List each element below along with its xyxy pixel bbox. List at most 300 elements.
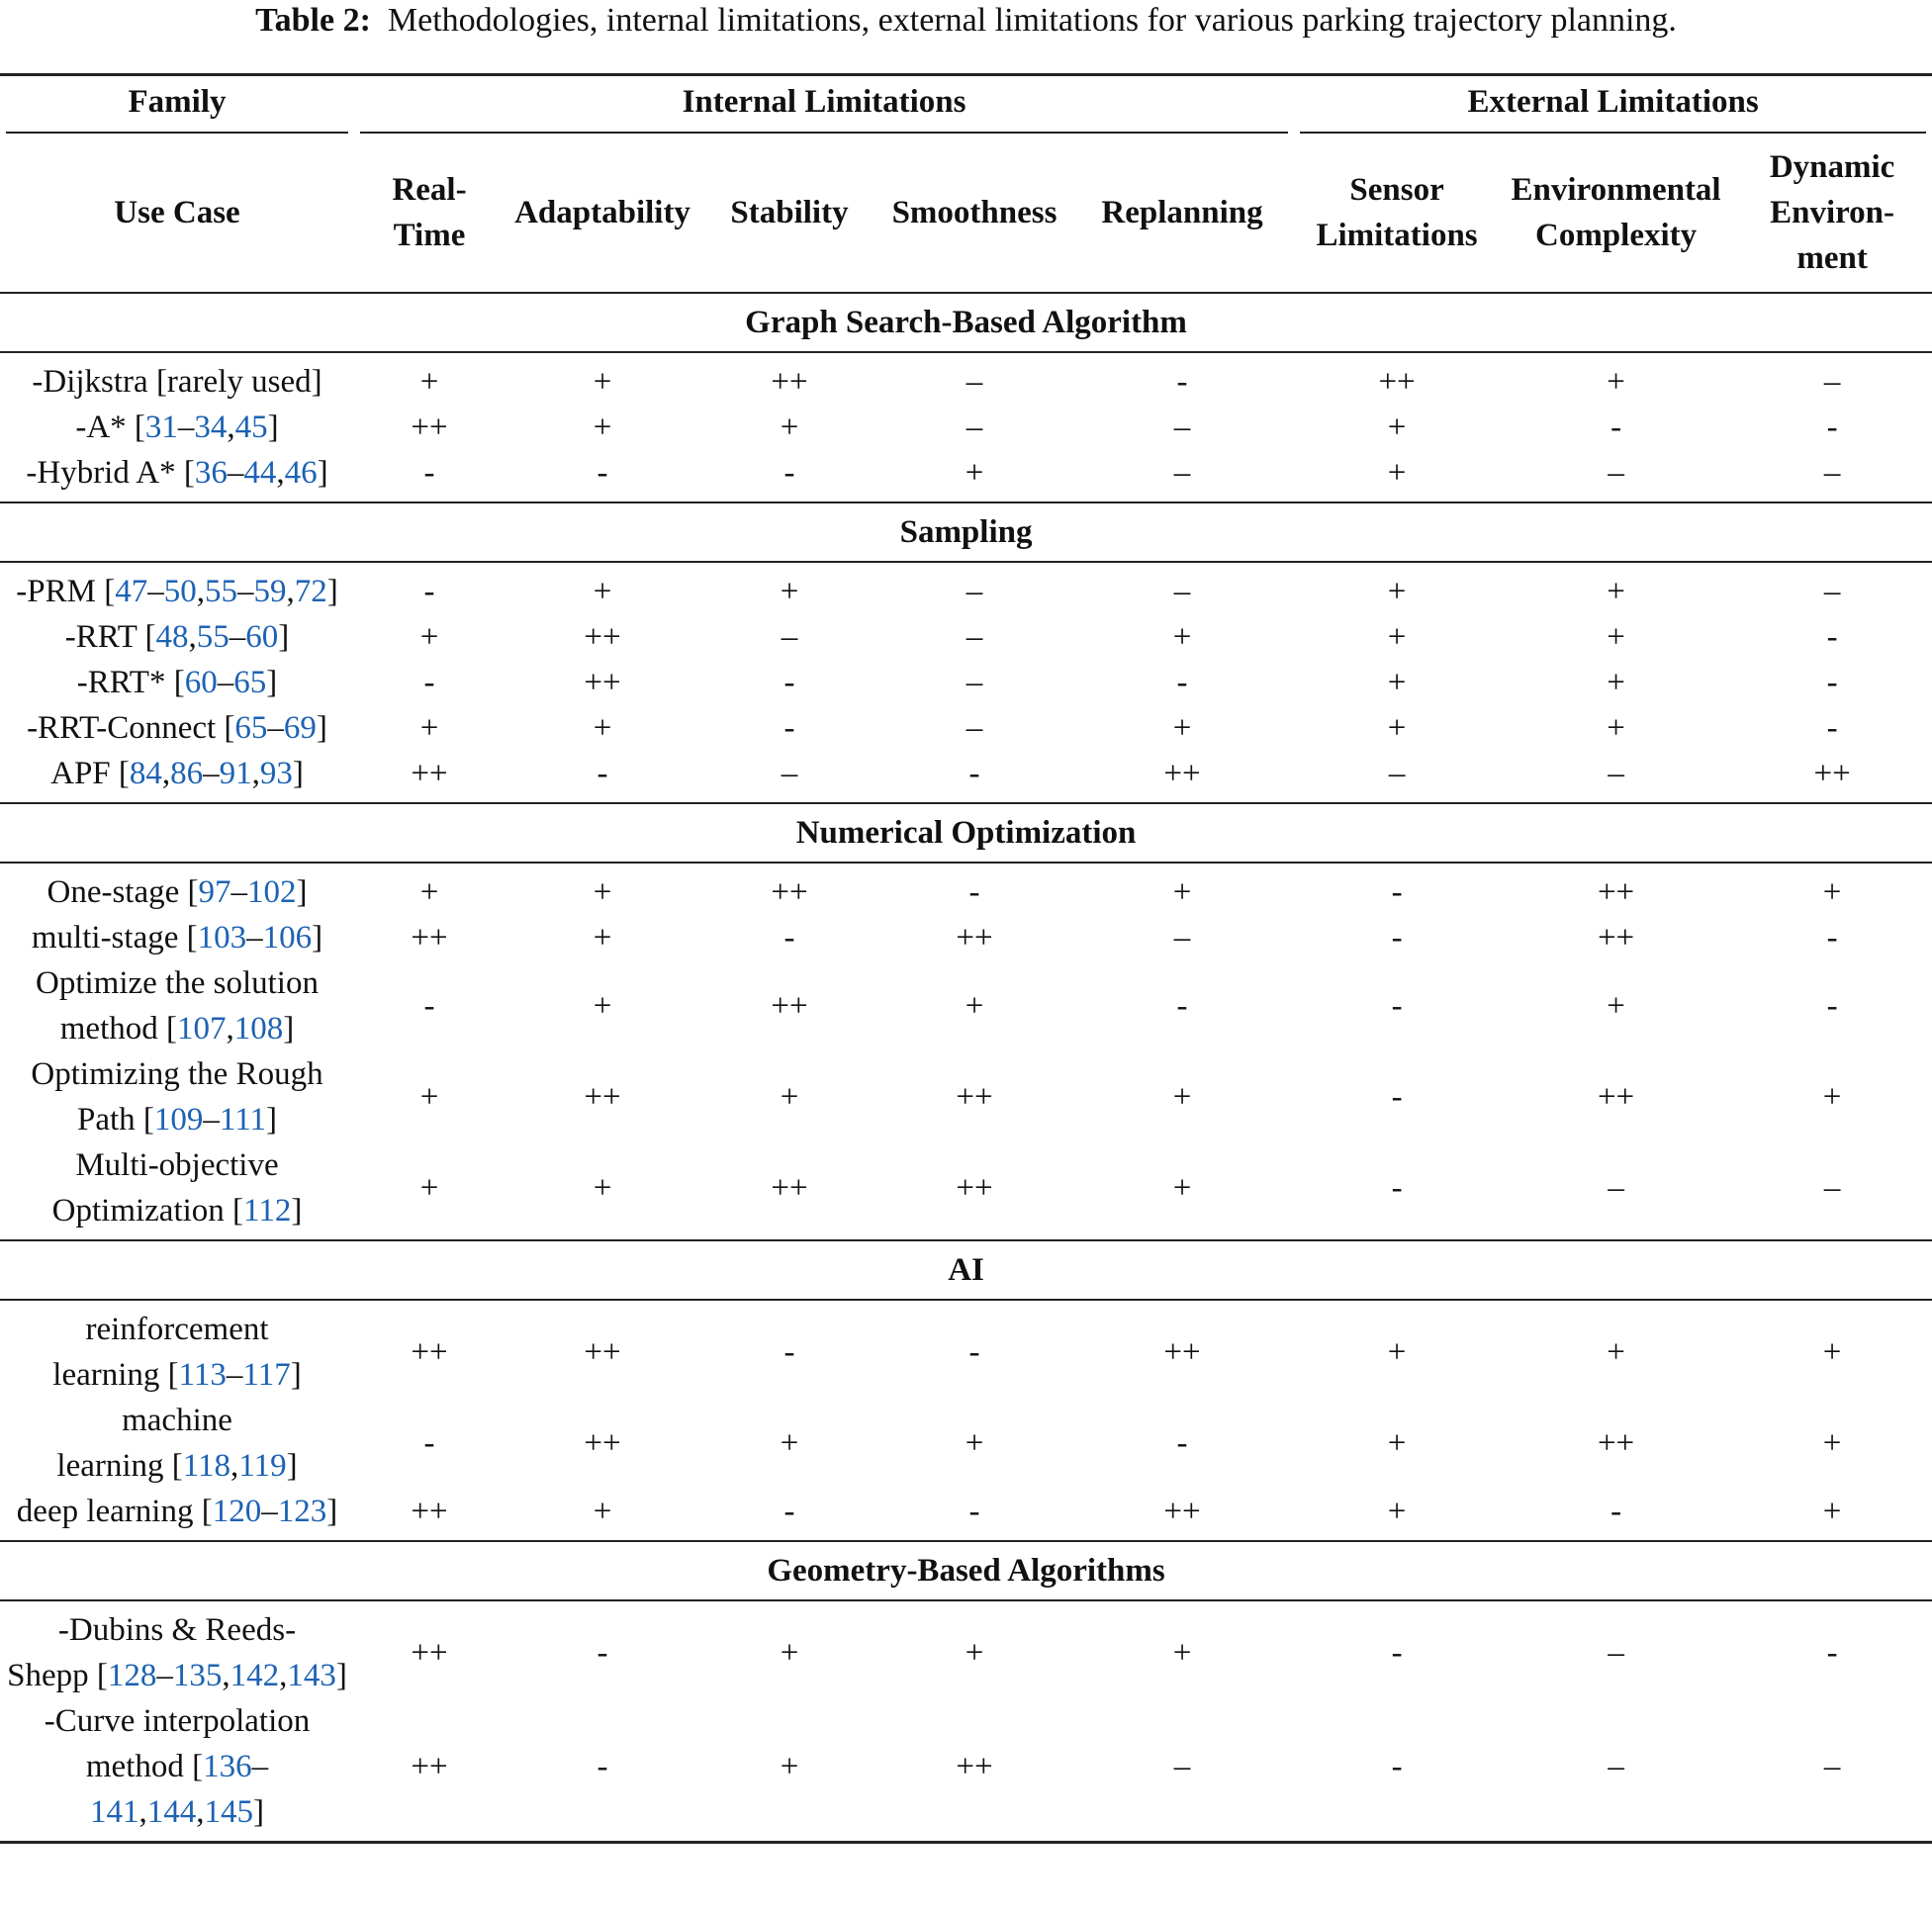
cell-adaptability: +: [593, 988, 612, 1024]
section-spacer: [0, 1233, 1932, 1240]
cell-real-time: -: [423, 1425, 435, 1461]
header-dynamic-environment-line: Dynamic: [1769, 149, 1895, 185]
use-case-text: ,: [196, 574, 205, 609]
cell-environmental-complexity: –: [1608, 455, 1624, 491]
cell-sensor-limitations: -: [1391, 1170, 1403, 1206]
header-environmental-complexity-line: Environmental: [1511, 172, 1721, 208]
cell-adaptability: ++: [584, 1425, 621, 1461]
citation-ref: 97: [198, 874, 231, 910]
cell-environmental-complexity: +: [1607, 665, 1625, 700]
use-case-cell: [0, 660, 354, 705]
use-case-text: –: [227, 455, 244, 491]
header-real-time-line: Time: [393, 218, 466, 253]
family-row: [0, 1240, 1932, 1300]
cell-replanning: +: [1172, 1170, 1192, 1206]
cell-smoothness: –: [966, 574, 983, 609]
header-smoothness: [878, 134, 1070, 293]
header-dynamic-environment: [1732, 134, 1932, 293]
cell-replanning: –: [1173, 410, 1191, 445]
use-case-text: -RRT [: [64, 619, 156, 655]
citation-ref: 128: [107, 1658, 157, 1693]
cell-smoothness: ++: [956, 1079, 993, 1115]
citation-ref: 103: [197, 920, 247, 956]
family-label: Graph Search-Based Algorithm: [745, 304, 1187, 340]
use-case-text: APF [: [50, 756, 130, 791]
cell-real-time: +: [419, 710, 439, 746]
use-case-text: method [: [59, 1011, 177, 1047]
cell-sensor-limitations: –: [1388, 756, 1406, 791]
header-dynamic-environment-line: Environ-: [1770, 195, 1895, 230]
cell-real-time: ++: [411, 1334, 448, 1370]
citation-ref: 135: [172, 1658, 223, 1693]
use-case-text: method [: [85, 1749, 204, 1784]
caption-text: Methodologies, internal limitations, external limitations for various parking trajectory planning.: [387, 2, 1677, 39]
use-case-cell: [0, 1398, 354, 1489]
cell-environmental-complexity: +: [1607, 619, 1625, 655]
cell-replanning: ++: [1163, 1494, 1201, 1529]
header-smoothness-line: Smoothness: [891, 195, 1058, 230]
citation-ref: 120: [212, 1494, 262, 1529]
cell-sensor-limitations: +: [1387, 710, 1407, 746]
citation-ref: 60: [245, 619, 279, 655]
citation-ref: 44: [243, 455, 277, 491]
cell-environmental-complexity: +: [1607, 364, 1625, 400]
use-case-text: -PRM [: [16, 574, 116, 609]
use-case-text: Shepp [: [7, 1658, 108, 1693]
cell-dynamic-environment: –: [1823, 1749, 1841, 1784]
cell-real-time: ++: [411, 1494, 448, 1529]
citation-ref: 136: [203, 1749, 252, 1784]
cell-dynamic-environment: -: [1826, 710, 1838, 746]
use-case-text: learning [: [52, 1357, 179, 1393]
citation-ref: 141: [90, 1794, 139, 1830]
cell-replanning: -: [1176, 1425, 1188, 1461]
cell-stability: +: [780, 1635, 799, 1671]
section-spacer: [0, 1534, 1932, 1541]
cell-smoothness: ++: [956, 1749, 993, 1784]
use-case-text: ,: [279, 1658, 288, 1693]
table-row: [0, 705, 1932, 751]
citation-ref: 50: [163, 574, 197, 609]
cell-real-time: +: [419, 364, 439, 400]
cell-adaptability: -: [597, 455, 608, 491]
cell-sensor-limitations: -: [1391, 1635, 1403, 1671]
cell-real-time: -: [423, 574, 435, 609]
table-row: [0, 1051, 1932, 1142]
use-case-text: –: [147, 574, 164, 609]
cell-stability: -: [783, 1494, 795, 1529]
cell-dynamic-environment: ++: [1813, 756, 1851, 791]
use-case-text: -A* [: [75, 410, 145, 445]
cell-adaptability: -: [597, 756, 608, 791]
family-row: [0, 803, 1932, 863]
use-case-text: –: [230, 874, 247, 910]
header-environmental-complexity: [1500, 134, 1732, 293]
table-caption: [0, 0, 1932, 46]
citation-ref: 107: [176, 1011, 227, 1047]
table-row: [0, 450, 1932, 496]
cell-environmental-complexity: –: [1608, 1635, 1624, 1671]
header-adaptability: [505, 134, 700, 293]
family-label: AI: [948, 1251, 984, 1288]
cell-environmental-complexity: ++: [1597, 920, 1635, 956]
header-sensor-limitations-line: Limitations: [1316, 218, 1478, 253]
cell-real-time: +: [419, 1079, 439, 1115]
cell-real-time: -: [423, 665, 435, 700]
citation-ref: 31: [144, 410, 178, 445]
header-external-limitations: External Limitations: [1294, 75, 1932, 135]
use-case-text: ,: [251, 756, 260, 791]
use-case-text: ,: [286, 574, 295, 609]
cell-adaptability: +: [593, 1494, 612, 1529]
citation-ref: 117: [242, 1357, 291, 1393]
section-spacer: [0, 562, 1932, 569]
use-case-cell: [0, 705, 354, 751]
use-case-text: Optimizing the Rough: [31, 1056, 323, 1092]
cell-dynamic-environment: -: [1826, 920, 1838, 956]
cell-replanning: +: [1172, 619, 1192, 655]
cell-dynamic-environment: –: [1823, 455, 1841, 491]
use-case-text: ,: [188, 619, 197, 655]
cell-stability: -: [783, 665, 795, 700]
use-case-text: –: [177, 410, 195, 445]
citation-ref: 143: [287, 1658, 336, 1693]
header-adaptability-line: Adaptability: [514, 195, 690, 230]
table-row: [0, 1698, 1932, 1835]
citation-ref: 72: [294, 574, 327, 609]
citation-ref: 93: [259, 756, 293, 791]
use-case-text: ]: [253, 1794, 264, 1830]
cell-replanning: +: [1172, 874, 1192, 910]
citation-ref: 144: [146, 1794, 197, 1830]
cell-dynamic-environment: +: [1822, 874, 1842, 910]
cell-sensor-limitations: -: [1391, 988, 1403, 1024]
citation-ref: 118: [182, 1448, 231, 1484]
use-case-text: ,: [276, 455, 285, 491]
header-internal-limitations: Internal Limitations: [354, 75, 1294, 135]
use-case-text: ]: [265, 1102, 277, 1138]
citation-ref: 65: [234, 710, 268, 746]
use-case-text: ]: [316, 710, 327, 746]
cell-smoothness: -: [968, 1494, 980, 1529]
use-case-text: reinforcement: [85, 1312, 269, 1347]
use-case-text: ]: [312, 920, 323, 956]
cell-environmental-complexity: -: [1610, 410, 1622, 445]
cell-smoothness: –: [966, 410, 983, 445]
section-spacer: [0, 863, 1932, 869]
header-group-row: [0, 75, 1932, 135]
use-case-cell: [0, 614, 354, 660]
use-case-text: –: [267, 710, 284, 746]
citation-ref: 45: [234, 410, 268, 445]
cell-environmental-complexity: +: [1607, 988, 1625, 1024]
cell-sensor-limitations: -: [1391, 1079, 1403, 1115]
use-case-text: -Dubins & Reeds-: [57, 1612, 297, 1648]
citation-ref: 123: [277, 1494, 327, 1529]
cell-environmental-complexity: +: [1607, 574, 1625, 609]
cell-dynamic-environment: +: [1822, 1079, 1842, 1115]
cell-adaptability: -: [597, 1749, 608, 1784]
table-row: [0, 405, 1932, 450]
table-row: [0, 1398, 1932, 1489]
use-case-text: deep learning [: [16, 1494, 213, 1529]
use-case-text: –: [203, 1102, 220, 1138]
use-case-text: ]: [326, 1494, 338, 1529]
cell-stability: ++: [771, 1170, 808, 1206]
cell-dynamic-environment: -: [1826, 410, 1838, 445]
use-case-text: ]: [283, 1011, 295, 1047]
use-case-text: -Curve interpolation: [44, 1703, 311, 1739]
header-environmental-complexity-line: Complexity: [1534, 218, 1698, 253]
header-family: Family: [0, 75, 354, 135]
citation-ref: 48: [155, 619, 189, 655]
table-row: [0, 751, 1932, 796]
use-case-text: –: [203, 756, 220, 791]
cell-smoothness: -: [968, 874, 980, 910]
use-case-text: machine: [122, 1403, 232, 1438]
use-case-cell: [0, 1698, 354, 1835]
section-spacer: [0, 796, 1932, 803]
cell-sensor-limitations: +: [1387, 1334, 1407, 1370]
use-case-text: ]: [267, 410, 279, 445]
cell-adaptability: ++: [584, 665, 621, 700]
citation-ref: 109: [153, 1102, 204, 1138]
cell-real-time: +: [419, 1170, 439, 1206]
use-case-text: ,: [138, 1794, 147, 1830]
section-spacer: [0, 496, 1932, 502]
family-row: [0, 502, 1932, 562]
cell-adaptability: +: [593, 1170, 612, 1206]
citation-ref: 108: [233, 1011, 284, 1047]
use-case-text: ]: [286, 1448, 298, 1484]
use-case-cell: [0, 1051, 354, 1142]
use-case-text: -RRT-Connect [: [27, 710, 235, 746]
cell-adaptability: -: [597, 1635, 608, 1671]
section-spacer: [0, 352, 1932, 359]
cell-replanning: ++: [1163, 1334, 1201, 1370]
section-spacer: [0, 1300, 1932, 1307]
use-case-text: ]: [290, 1357, 302, 1393]
cell-environmental-complexity: –: [1608, 756, 1624, 791]
cell-sensor-limitations: +: [1387, 1494, 1407, 1529]
cell-adaptability: +: [593, 710, 612, 746]
cell-stability: –: [781, 619, 798, 655]
cell-real-time: -: [423, 988, 435, 1024]
use-case-text: ,: [227, 410, 235, 445]
use-case-text: –: [251, 1749, 269, 1784]
use-case-text: ]: [292, 756, 304, 791]
cell-smoothness: -: [968, 756, 980, 791]
cell-real-time: +: [419, 874, 439, 910]
cell-real-time: ++: [411, 410, 448, 445]
use-case-cell: [0, 869, 354, 915]
cell-smoothness: –: [966, 619, 983, 655]
use-case-text: –: [246, 920, 263, 956]
cell-smoothness: +: [965, 1635, 984, 1671]
cell-adaptability: +: [593, 410, 612, 445]
table-row: [0, 1489, 1932, 1534]
cell-adaptability: +: [593, 574, 612, 609]
cell-smoothness: ++: [956, 920, 993, 956]
header-replanning-line: Replanning: [1101, 195, 1263, 230]
use-case-text: Optimization [: [51, 1193, 244, 1229]
table-row: [0, 569, 1932, 614]
cell-smoothness: +: [965, 988, 984, 1024]
citation-ref: 34: [194, 410, 228, 445]
cell-stability: +: [780, 1079, 799, 1115]
header-column-row: [0, 134, 1932, 293]
use-case-text: multi-stage [: [31, 920, 198, 956]
use-case-text: ]: [291, 1193, 303, 1229]
cell-smoothness: –: [966, 665, 983, 700]
table-row: [0, 960, 1932, 1051]
table-row: [0, 614, 1932, 660]
cell-sensor-limitations: +: [1387, 1425, 1407, 1461]
cell-stability: -: [783, 710, 795, 746]
use-case-cell: [0, 1307, 354, 1398]
cell-smoothness: +: [965, 1425, 984, 1461]
family-label: Geometry-Based Algorithms: [767, 1552, 1165, 1589]
citation-ref: 84: [129, 756, 162, 791]
header-use-case: Use Case: [114, 195, 240, 230]
use-case-text: ]: [296, 874, 308, 910]
cell-replanning: -: [1176, 665, 1188, 700]
table-body: [0, 293, 1932, 1843]
cell-stability: ++: [771, 364, 808, 400]
use-case-text: ,: [230, 1448, 239, 1484]
use-case-text: -RRT* [: [76, 665, 185, 700]
cell-sensor-limitations: ++: [1378, 364, 1416, 400]
use-case-cell: [0, 915, 354, 960]
header-sensor-limitations: [1294, 134, 1500, 293]
cell-replanning: –: [1173, 920, 1191, 956]
cell-smoothness: +: [965, 455, 984, 491]
citation-ref: 106: [262, 920, 313, 956]
header-stability-line: Stability: [730, 195, 849, 230]
limitations-table: [0, 73, 1932, 1844]
use-case-text: ,: [222, 1658, 230, 1693]
cell-adaptability: ++: [584, 619, 621, 655]
cell-environmental-complexity: -: [1610, 1494, 1622, 1529]
cell-stability: +: [780, 1749, 799, 1784]
cell-environmental-complexity: ++: [1597, 1079, 1635, 1115]
use-case-cell: [0, 450, 354, 496]
cell-replanning: +: [1172, 1079, 1192, 1115]
citation-ref: 113: [178, 1357, 227, 1393]
citation-ref: 59: [253, 574, 287, 609]
use-case-cell: [0, 1607, 354, 1698]
citation-ref: 119: [238, 1448, 287, 1484]
header-replanning: [1070, 134, 1294, 293]
citation-ref: 65: [233, 665, 267, 700]
family-row: [0, 293, 1932, 352]
citation-ref: 142: [230, 1658, 280, 1693]
cell-dynamic-environment: -: [1826, 619, 1838, 655]
use-case-cell: [0, 1142, 354, 1233]
cell-dynamic-environment: -: [1826, 665, 1838, 700]
cell-environmental-complexity: +: [1607, 710, 1625, 746]
citation-ref: 111: [219, 1102, 266, 1138]
cell-environmental-complexity: –: [1608, 1170, 1624, 1206]
family-label: Sampling: [899, 513, 1033, 550]
cell-real-time: ++: [411, 920, 448, 956]
use-case-text: –: [217, 665, 234, 700]
use-case-text: ,: [196, 1794, 205, 1830]
table-header: [0, 75, 1932, 294]
use-case-text: –: [236, 574, 254, 609]
cell-dynamic-environment: +: [1822, 1494, 1842, 1529]
table-row: [0, 359, 1932, 405]
citation-ref: 86: [170, 756, 204, 791]
cell-dynamic-environment: +: [1822, 1334, 1842, 1370]
header-real-time: [354, 134, 505, 293]
header-stability: [700, 134, 878, 293]
use-case-text: –: [226, 1357, 243, 1393]
cell-adaptability: ++: [584, 1079, 621, 1115]
cell-environmental-complexity: +: [1607, 1334, 1625, 1370]
citation-ref: 36: [194, 455, 228, 491]
header-real-time-line: Real-: [392, 172, 467, 208]
use-case-text: Optimize the solution: [36, 965, 319, 1001]
use-case-text: –: [229, 619, 246, 655]
citation-ref: 145: [204, 1794, 253, 1830]
cell-dynamic-environment: +: [1822, 1425, 1842, 1461]
cell-real-time: ++: [411, 1635, 448, 1671]
use-case-text: One-stage [: [46, 874, 199, 910]
use-case-text: ]: [278, 619, 290, 655]
cell-smoothness: ++: [956, 1170, 993, 1206]
cell-replanning: -: [1176, 988, 1188, 1024]
citation-ref: 102: [247, 874, 297, 910]
cell-sensor-limitations: -: [1391, 1749, 1403, 1784]
cell-sensor-limitations: +: [1387, 455, 1407, 491]
citation-ref: 46: [284, 455, 318, 491]
cell-stability: -: [783, 455, 795, 491]
cell-dynamic-environment: -: [1826, 988, 1838, 1024]
cell-smoothness: –: [966, 710, 983, 746]
cell-adaptability: +: [593, 920, 612, 956]
cell-replanning: ++: [1163, 756, 1201, 791]
use-case-text: -Dijkstra [rarely used]: [32, 364, 322, 400]
table-row: [0, 915, 1932, 960]
table-row: [0, 660, 1932, 705]
citation-ref: 55: [204, 574, 237, 609]
cell-replanning: +: [1172, 710, 1192, 746]
cell-replanning: –: [1173, 455, 1191, 491]
citation-ref: 69: [283, 710, 317, 746]
table-row: [0, 1307, 1932, 1398]
cell-replanning: –: [1173, 574, 1191, 609]
cell-stability: +: [780, 574, 799, 609]
use-case-text: Multi-objective: [75, 1147, 279, 1183]
cell-smoothness: –: [966, 364, 983, 400]
use-case-text: –: [156, 1658, 173, 1693]
use-case-cell: [0, 960, 354, 1051]
header-sensor-limitations-line: Sensor: [1349, 172, 1444, 208]
use-case-text: –: [261, 1494, 278, 1529]
header-dynamic-environment-line: ment: [1796, 240, 1868, 276]
citation-ref: 47: [115, 574, 148, 609]
use-case-cell: [0, 359, 354, 405]
use-case-text: ]: [326, 574, 338, 609]
cell-replanning: –: [1173, 1749, 1191, 1784]
cell-adaptability: +: [593, 874, 612, 910]
use-case-text: learning [: [56, 1448, 183, 1484]
use-case-cell: [0, 405, 354, 450]
cell-replanning: -: [1176, 364, 1188, 400]
section-spacer: [0, 1600, 1932, 1607]
use-case-text: Path [: [77, 1102, 154, 1138]
